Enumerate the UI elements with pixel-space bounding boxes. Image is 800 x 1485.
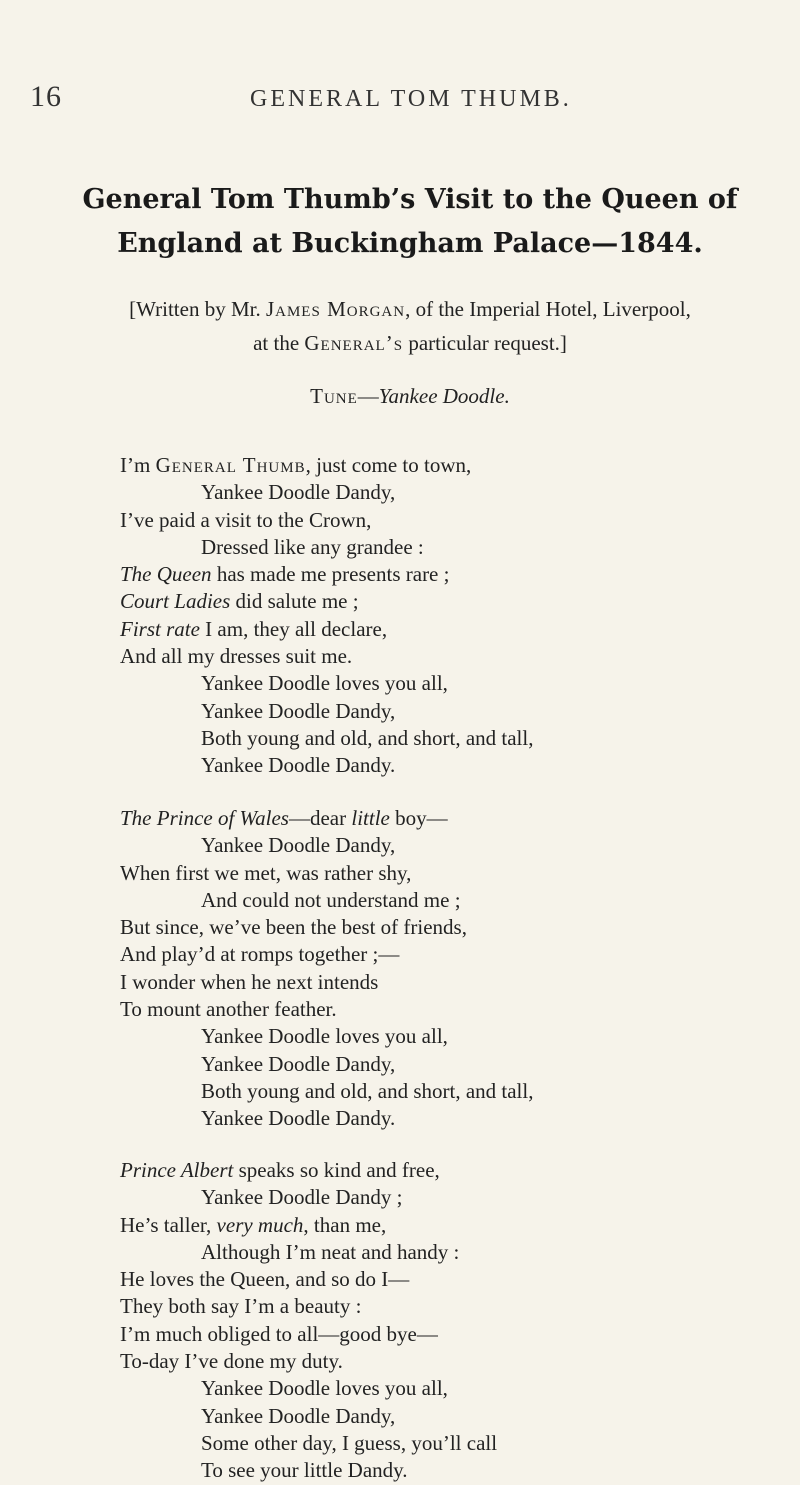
verse-line xyxy=(120,1239,780,1266)
verse-line xyxy=(120,1157,780,1184)
verse-line xyxy=(120,725,780,752)
line-text: I am, they all declare, xyxy=(199,616,388,641)
line-text: did salute me ; xyxy=(230,589,359,614)
line-text: When first we met, was rather shy, xyxy=(120,860,412,885)
line-text: Yankee Doodle Dandy ; xyxy=(201,1185,403,1210)
verse-line xyxy=(120,1457,780,1484)
line-text: I’m xyxy=(120,453,156,477)
verse-line xyxy=(120,1105,780,1132)
line-text: He’s taller, xyxy=(120,1212,217,1237)
page-number: 16 xyxy=(30,80,62,113)
verse-line xyxy=(120,860,780,887)
title-line-1: General Tom Thumb’s Visit to the Queen of xyxy=(82,184,738,215)
verse-line xyxy=(120,996,780,1023)
italic-text: little xyxy=(351,806,390,830)
running-head: GENERAL TOM THUMB. xyxy=(250,86,572,112)
italic-text: First rate xyxy=(120,616,200,641)
line-text: has made me presents rare ; xyxy=(211,562,450,587)
tune-line xyxy=(40,384,780,409)
line-text: To see your little Dandy. xyxy=(201,1458,408,1483)
line-text: To-day I’ve done my duty. xyxy=(120,1349,343,1374)
verse-line xyxy=(120,479,780,506)
verse-line xyxy=(120,1321,780,1348)
line-text: I’ve paid a visit to the Crown, xyxy=(120,507,372,532)
request-text: particular request.] xyxy=(403,331,567,355)
verse-line xyxy=(120,832,780,859)
verse-line xyxy=(120,1184,780,1211)
line-text: Yankee Doodle Dandy, xyxy=(201,1051,396,1076)
verse-line xyxy=(120,1051,780,1078)
verse-3 xyxy=(120,1157,780,1485)
line-text: Yankee Doodle loves you all, xyxy=(201,671,448,696)
author-name: James Morgan xyxy=(265,297,406,321)
attribution xyxy=(40,292,780,360)
verse-line xyxy=(120,670,780,697)
open-bracket: [ xyxy=(129,297,137,321)
small-caps-text: General Thumb xyxy=(155,453,306,477)
line-text: Yankee Doodle loves you all, xyxy=(201,1024,448,1049)
line-text: speaks so kind and free, xyxy=(233,1158,440,1182)
line-text: I wonder when he next intends xyxy=(120,969,379,994)
line-text: —dear xyxy=(288,806,352,830)
verse-line xyxy=(120,507,780,534)
verse-line xyxy=(120,452,780,479)
line-text: Yankee Doodle Dandy, xyxy=(201,698,396,723)
verse-2 xyxy=(120,805,780,1133)
line-text: Both young and old, and short, and tall, xyxy=(201,1078,534,1103)
tune-label: Tune xyxy=(310,384,358,408)
verse-line xyxy=(120,616,780,643)
line-text: To mount another feather. xyxy=(120,997,337,1022)
verse-line xyxy=(120,643,780,670)
attribution-line-2 xyxy=(40,326,780,360)
verse-line xyxy=(120,887,780,914)
line-text: And play’d at romps together ;— xyxy=(120,942,400,967)
line-text: , just come to town, xyxy=(305,453,472,477)
line-text: Both young and old, and short, and tall, xyxy=(201,725,534,750)
line-text: They both say I’m a beauty : xyxy=(120,1294,362,1319)
verse-line xyxy=(120,561,780,588)
verse-1 xyxy=(120,452,780,780)
verse-line xyxy=(120,752,780,779)
line-text: But since, we’ve been the best of friends, xyxy=(120,915,467,940)
line-text: Yankee Doodle loves you all, xyxy=(201,1376,448,1401)
verse-line xyxy=(120,941,780,968)
verse-line xyxy=(120,1266,780,1293)
poem-title xyxy=(40,178,780,266)
line-text: boy— xyxy=(389,806,448,830)
tune-name: Yankee Doodle. xyxy=(378,384,510,408)
italic-text: The Queen xyxy=(120,562,212,587)
verse-line xyxy=(120,1293,780,1320)
line-text: , than me, xyxy=(303,1212,387,1237)
line-text: Yankee Doodle Dandy. xyxy=(201,1106,396,1131)
line-text: Yankee Doodle Dandy, xyxy=(201,833,396,858)
verse-line xyxy=(120,534,780,561)
verse-line xyxy=(120,1023,780,1050)
verse-line xyxy=(120,698,780,725)
line-text: Yankee Doodle Dandy, xyxy=(201,1403,396,1428)
title-line-2: England at Buckingham Palace—1844. xyxy=(117,228,703,259)
line-text: He loves the Queen, and so do I— xyxy=(120,1267,410,1292)
verse-line xyxy=(120,1430,780,1457)
verse-line xyxy=(120,1078,780,1105)
italic-text: very much xyxy=(216,1212,304,1237)
line-text: And could not understand me ; xyxy=(201,887,461,912)
tune-dash: — xyxy=(357,384,379,408)
verse-line xyxy=(120,969,780,996)
line-text: And all my dresses suit me. xyxy=(120,644,353,669)
verse-line xyxy=(120,1375,780,1402)
verse-line xyxy=(120,1403,780,1430)
verse-line xyxy=(120,914,780,941)
italic-text: Court Ladies xyxy=(120,589,231,614)
at-the-text: at the xyxy=(253,331,305,355)
general-text: General’s xyxy=(304,331,404,355)
line-text: Dressed like any grandee : xyxy=(201,534,424,559)
line-text: Some other day, I guess, you’ll call xyxy=(201,1430,498,1455)
italic-text: Prince Albert xyxy=(120,1158,234,1182)
verse-line xyxy=(120,588,780,615)
verse-line xyxy=(120,1212,780,1239)
line-text: Although I’m neat and handy : xyxy=(201,1239,460,1264)
hotel-text: , of the Imperial Hotel, Liverpool, xyxy=(405,297,691,321)
line-text: Yankee Doodle Dandy. xyxy=(201,753,396,778)
italic-text: The Prince of Wales xyxy=(120,806,289,830)
written-by: Written by Mr. xyxy=(136,297,266,321)
line-text: Yankee Doodle Dandy, xyxy=(201,480,396,505)
attribution-line-1 xyxy=(40,292,780,326)
line-text: I’m much obliged to all—good bye— xyxy=(120,1321,438,1346)
verse-line xyxy=(120,805,780,832)
verse-line xyxy=(120,1348,780,1375)
